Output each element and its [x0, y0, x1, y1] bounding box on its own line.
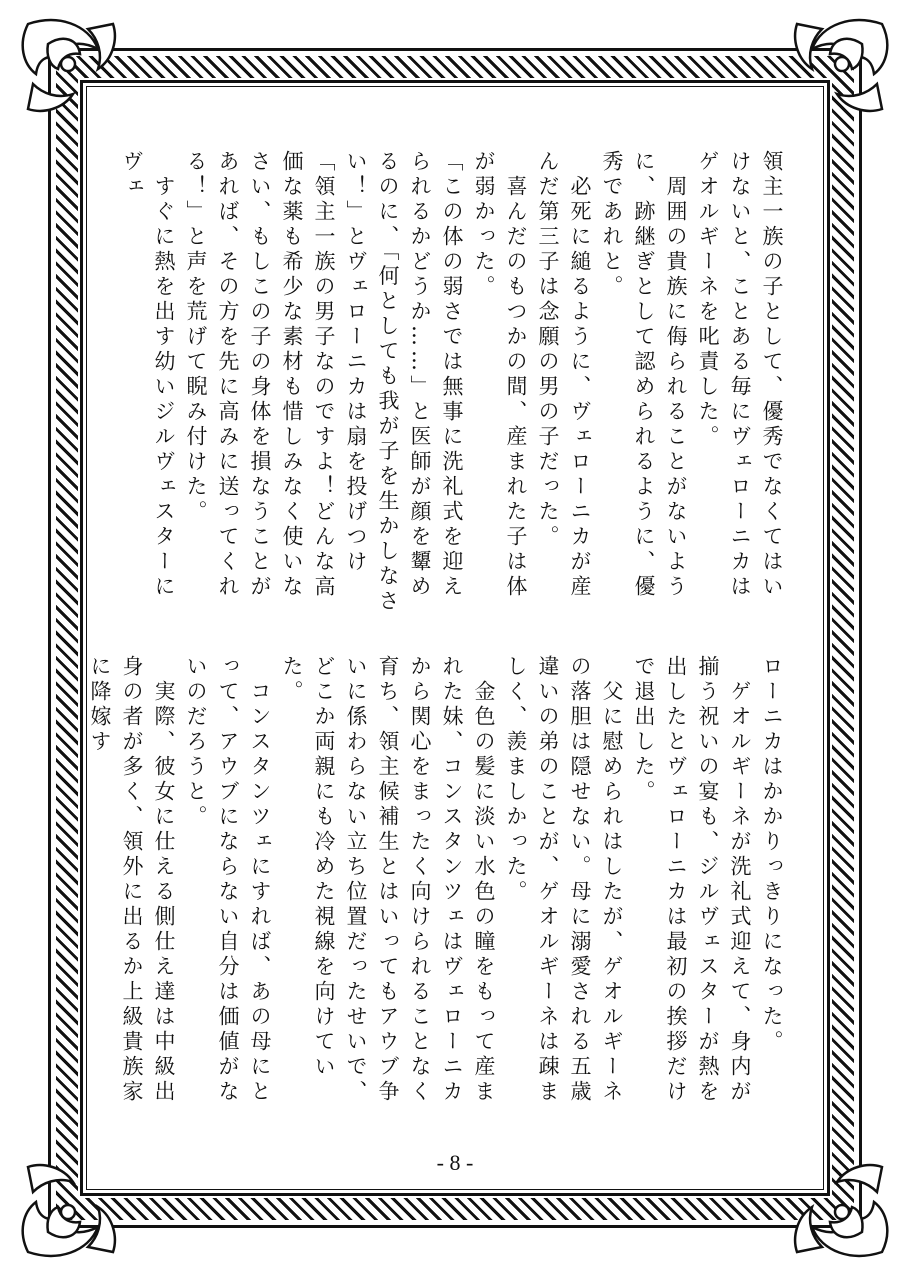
page-number: - 8 - — [436, 1150, 474, 1175]
corner-ornament-top-left — [18, 14, 128, 124]
paragraph: コンスタンツェにすれば、あの母にとって、アウブにならない自分は価値がないのだろうと。 — [184, 655, 272, 1105]
paragraph: 金色の髪に淡い水色の瞳をもって産まれた妹、コンスタンツェはヴェローニカから関心をまったく向けられることなく育ち、領主候補生とはいってもアウブ争いに係わらない立ち位置だったせいで、どこか両親にも冷めた視線を向けていた。 — [280, 655, 496, 1105]
paragraph: 父に慰められはしたが、ゲオルギーネの落胆は隠せない。母に溺愛される五歳違いの弟のことが、ゲオルギーネは疎ましく、羨ましかった。 — [504, 655, 624, 1105]
bottom-text-block — [84, 655, 788, 1115]
top-text-block — [116, 150, 788, 620]
paragraph: 喜んだのもつかの間、産まれた子は体が弱かった。 — [472, 150, 528, 600]
paragraph: ローニカはかかりっきりになった。 — [760, 655, 784, 1055]
paragraph: 周囲の貴族に侮られることがないように、跡継ぎとして認められるように、優秀であれと。 — [600, 150, 688, 600]
corner-ornament-top-right — [782, 14, 892, 124]
paragraph: すぐに熱を出す幼いジルヴェスターにヴェ — [120, 150, 176, 600]
paragraph: 領主一族の子として、優秀でなくてはいけないと、ことある毎にヴェローニカはゲオルギーネを叱責した。 — [696, 150, 784, 600]
paragraph: 必死に縋るように、ヴェローニカが産んだ第三子は念願の男の子だった。 — [536, 150, 592, 600]
paragraph: ゲオルギーネが洗礼式迎えて、身内が揃う祝いの宴も、ジルヴェスターが熱を出したとヴェローニカは最初の挨拶だけで退出した。 — [632, 655, 752, 1105]
paragraph: 「この体の弱さでは無事に洗礼式を迎えられるかどうか……」と医師が顔を顰めるのに、「何としても我が子を生かしなさい！」とヴェローニカは扇を投げつけ「領主一族の男子なのですよ！どんな高価な薬も希少な素材も惜しみなく使いなさい、もしこの子の身体を損なうことがあれば、その方を先に高みに送ってくれる！」と声を荒げて睨み付けた。 — [184, 150, 464, 615]
paragraph: 実際、彼女に仕える側仕え達は中級出身の者が多く、領外に出るか上級貴族家に降嫁す — [88, 655, 176, 1105]
